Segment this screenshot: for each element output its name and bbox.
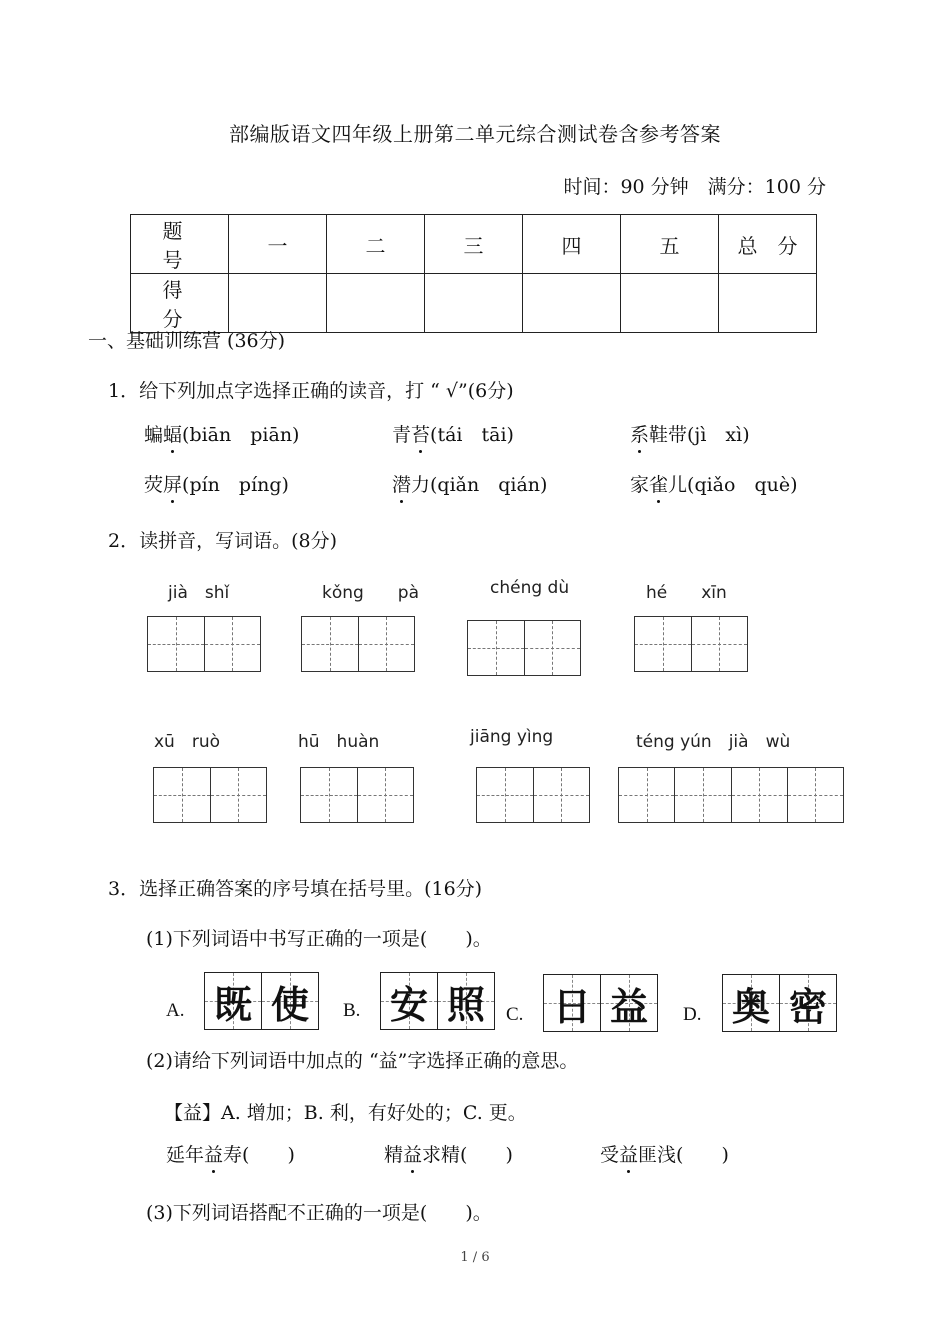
sub-question-2: (2)请给下列词语中加点的 “益”字选择正确的意思。: [146, 1050, 579, 1072]
page-number: 1 / 6: [460, 1250, 490, 1265]
score-input-cell[interactable]: [229, 274, 327, 333]
choice-d-word[interactable]: [722, 974, 837, 1032]
choice-label-c: C.: [506, 1004, 524, 1025]
document-title: 部编版语文四年级上册第二单元综合测试卷含参考答案: [229, 122, 721, 146]
pronunciation-item[interactable]: [392, 420, 514, 447]
score-input-cell[interactable]: [621, 274, 719, 333]
pronunciation-item[interactable]: [144, 470, 289, 497]
item-text: 儿(qiǎo què): [668, 474, 798, 496]
word-char: 密: [788, 984, 827, 1029]
score-table-score-row: [131, 274, 817, 333]
choice-label-b: B.: [343, 1000, 361, 1021]
dotted-char: 系: [630, 420, 649, 447]
item-text: 荧: [144, 474, 164, 496]
item-text: 受: [600, 1144, 620, 1166]
pronunciation-item[interactable]: [144, 420, 299, 447]
pinyin-label: jià shǐ: [168, 583, 230, 603]
item-text: (biān piān): [182, 424, 300, 446]
table-cell: 一: [229, 215, 327, 274]
word-char: 日: [552, 984, 591, 1029]
writing-grid[interactable]: [300, 767, 414, 823]
pronunciation-item[interactable]: [630, 470, 798, 497]
item-text: (pín píng): [182, 474, 289, 496]
dotted-char: 雀: [649, 470, 668, 497]
meaning-definition: 【益】A. 增加；B. 利，有好处的；C. 更。: [164, 1102, 527, 1124]
question-1-prompt: 1．给下列加点字选择正确的读音，打 “ √”(6分): [108, 380, 514, 402]
item-text: 求精( ): [422, 1144, 513, 1166]
word-char: 照: [446, 982, 485, 1027]
table-cell: 得 分: [131, 274, 229, 333]
score-table: [130, 214, 817, 333]
section-heading: 一、基础训练营 (36分): [88, 330, 286, 352]
choice-b-word[interactable]: [380, 972, 495, 1030]
table-cell: 二: [327, 215, 425, 274]
word-char: 奥: [731, 984, 770, 1029]
writing-grid[interactable]: [618, 767, 844, 823]
item-text: 延年: [166, 1144, 205, 1166]
pinyin-label: xū ruò: [154, 732, 220, 752]
meaning-item[interactable]: [600, 1140, 729, 1167]
table-cell: 五: [621, 215, 719, 274]
table-cell: 题 号: [131, 215, 229, 274]
item-text: (tái tāi): [430, 424, 514, 446]
item-text: 家: [630, 474, 650, 496]
writing-grid[interactable]: [301, 616, 415, 672]
dotted-char: 屏: [163, 470, 182, 497]
dotted-char: 蝠: [163, 420, 182, 447]
choice-a-word[interactable]: [204, 972, 319, 1030]
pinyin-label: kǒng pà: [322, 583, 420, 603]
time-score-info: 时间：90 分钟 满分：100 分: [563, 176, 826, 198]
pinyin-label: hū huàn: [298, 732, 380, 752]
word-char: 使: [270, 982, 309, 1027]
item-text: 青: [392, 424, 412, 446]
item-text: 力(qiǎn qián): [411, 474, 548, 496]
pronunciation-item[interactable]: [392, 470, 547, 497]
item-text: 蝙: [144, 424, 164, 446]
item-text: 寿( ): [223, 1144, 295, 1166]
table-cell: 四: [523, 215, 621, 274]
item-text: 匪浅( ): [638, 1144, 729, 1166]
dotted-char: 益: [619, 1140, 638, 1167]
writing-grid[interactable]: [153, 767, 267, 823]
item-text: 精: [384, 1144, 404, 1166]
score-input-cell[interactable]: [719, 274, 817, 333]
pinyin-label: jiāng yìng: [470, 727, 554, 747]
writing-grid[interactable]: [147, 616, 261, 672]
dotted-char: 潜: [392, 470, 411, 497]
word-char: 安: [389, 982, 428, 1027]
score-input-cell[interactable]: [425, 274, 523, 333]
word-char: 既: [213, 982, 252, 1027]
writing-grid[interactable]: [476, 767, 590, 823]
table-cell: 三: [425, 215, 523, 274]
table-cell: 总 分: [719, 215, 817, 274]
meaning-item[interactable]: [384, 1140, 513, 1167]
sub-question-3: (3)下列词语搭配不正确的一项是( )。: [146, 1202, 492, 1224]
dotted-char: 益: [403, 1140, 422, 1167]
score-input-cell[interactable]: [327, 274, 425, 333]
score-input-cell[interactable]: [523, 274, 621, 333]
dotted-char: 益: [204, 1140, 223, 1167]
choice-label-a: A.: [166, 1000, 185, 1021]
writing-grid[interactable]: [634, 616, 748, 672]
pinyin-label: chéng dù: [490, 578, 570, 598]
score-table-header-row: [131, 215, 817, 274]
dotted-char: 苔: [411, 420, 430, 447]
pronunciation-item[interactable]: [630, 420, 750, 447]
word-char: 益: [609, 984, 648, 1029]
meaning-item[interactable]: [166, 1140, 295, 1167]
sub-question-1: (1)下列词语中书写正确的一项是( )。: [146, 928, 492, 950]
question-2-prompt: 2．读拼音，写词语。(8分): [108, 530, 338, 552]
question-3-prompt: 3．选择正确答案的序号填在括号里。(16分): [108, 878, 483, 900]
writing-grid[interactable]: [467, 620, 581, 676]
choice-label-d: D.: [683, 1004, 702, 1025]
item-text: 鞋带(jì xì): [649, 424, 750, 446]
pinyin-label: téng yún jià wù: [636, 732, 791, 752]
pinyin-label: hé xīn: [646, 583, 727, 603]
choice-c-word[interactable]: [543, 974, 658, 1032]
